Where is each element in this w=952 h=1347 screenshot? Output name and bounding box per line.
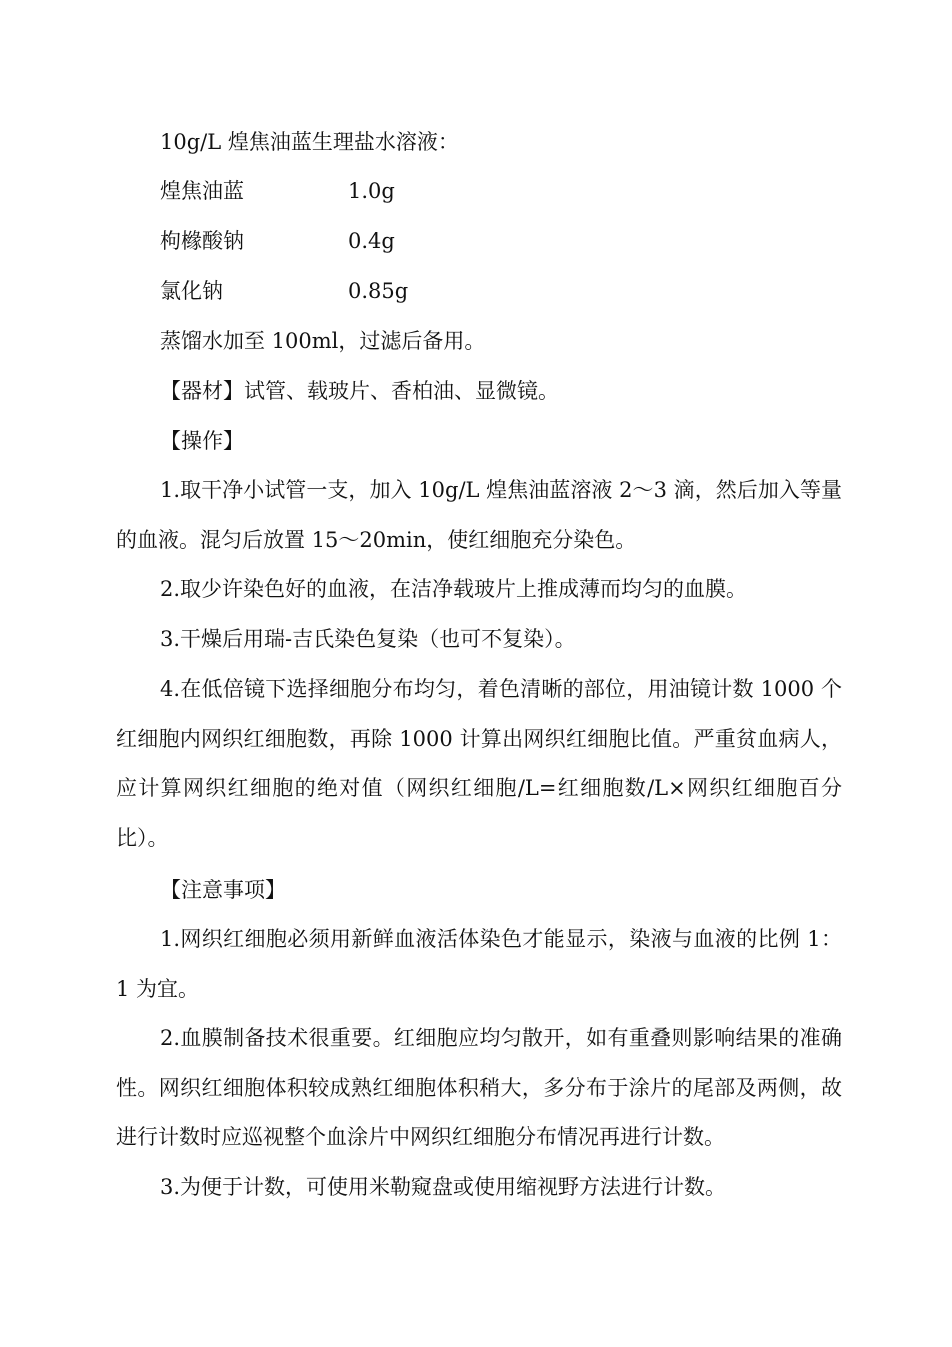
operation-step: 1.取干净小试管一支，加入 10g/L 煌焦油蓝溶液 2～3 滴，然后加入等量的血液。混匀后放置 15～20min，使红细胞充分染色。 [116, 478, 842, 552]
operation-step: 2.取少许染色好的血液，在洁净载玻片上推成薄而均匀的血膜。 [160, 577, 748, 601]
dilution-note: 蒸馏水加至 100ml，过滤后备用。 [160, 329, 486, 353]
note-item: 2.血膜制备技术很重要。红细胞应均匀散开，如有重叠则影响结果的准确性。网织红细胞体积较成熟红细胞体积稍大，多分布于涂片的尾部及两侧，故进行计数时应巡视整个血涂片中网织红细胞分布情况再进行计数。 [116, 1026, 842, 1149]
operation-step: 4.在低倍镜下选择细胞分布均匀，着色清晰的部位，用油镜计数 1000 个红细胞内网织红细胞数，再除 1000 计算出网织红细胞比值。严重贫血病人，应计算网织红细胞的绝对值（网织红细胞/L=红细胞数/L×网织红细胞百分比）。 [116, 677, 842, 850]
notes-heading: 【注意事项】 [160, 878, 286, 902]
equipment-line: 【器材】试管、载玻片、香柏油、显微镜。 [160, 379, 559, 403]
note-item: 3.为便于计数，可使用米勒窥盘或使用缩视野方法进行计数。 [160, 1175, 727, 1199]
operation-heading: 【操作】 [160, 429, 244, 453]
note-item: 1.网织红细胞必须用新鲜血液活体染色才能显示，染液与血液的比例 1：1 为宜。 [116, 927, 842, 1001]
reagent-amount: 0.4g [348, 229, 395, 253]
reagent-amount: 1.0g [348, 179, 395, 203]
reagent-name: 氯化钠 [160, 279, 223, 303]
reagent-name: 枸橼酸钠 [160, 229, 244, 253]
operation-step: 3.干燥后用瑞-吉氏染色复染（也可不复染）。 [160, 627, 576, 651]
reagent-name: 煌焦油蓝 [160, 179, 244, 203]
reagent-amount: 0.85g [348, 279, 409, 303]
solution-title: 10g/L 煌焦油蓝生理盐水溶液： [160, 130, 459, 154]
